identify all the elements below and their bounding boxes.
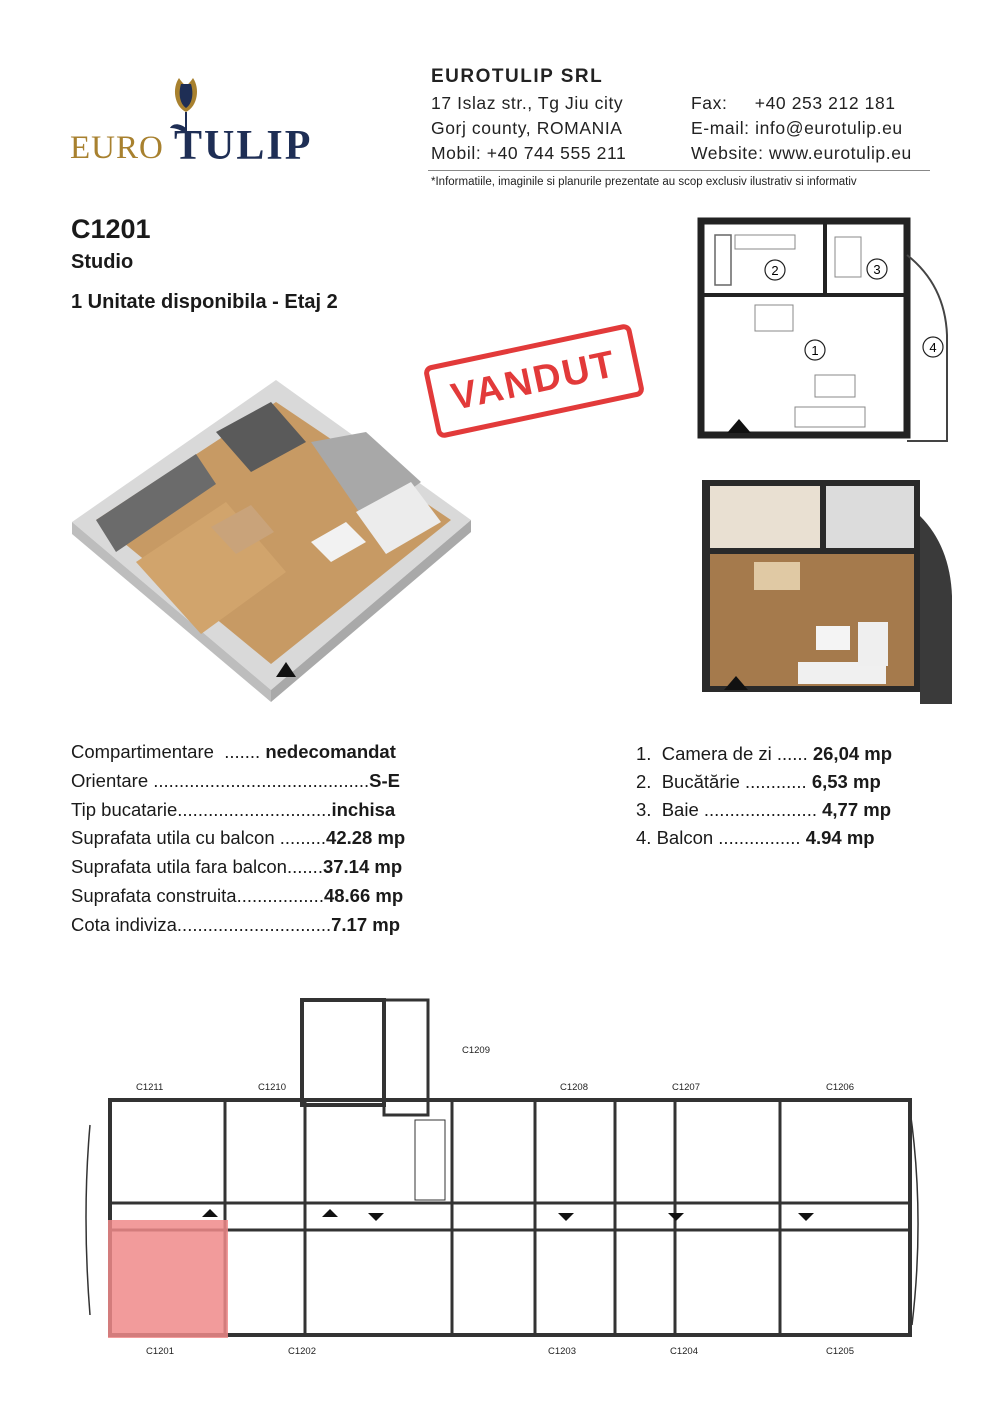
spec-value: S-E: [369, 770, 400, 791]
sold-stamp: VANDUT: [423, 323, 646, 439]
logo-euro-text: EURO: [70, 130, 164, 166]
disclaimer-text: *Informatiile, imaginile si planurile prezentate au scop exclusiv ilustrativ si informativ: [431, 176, 857, 188]
header-divider: [428, 170, 930, 171]
unit-label-c1210: C1210: [258, 1082, 286, 1093]
spec-dots: .........: [279, 827, 327, 848]
unit-code: C1201: [71, 214, 151, 244]
company-logo: [68, 72, 328, 172]
room-dots: ................: [713, 827, 806, 848]
highlighted-unit: [108, 1220, 228, 1338]
spec-value: inchisa: [331, 799, 396, 820]
unit-label-c1204: C1204: [670, 1346, 698, 1357]
floor-overview-plan: [80, 995, 920, 1365]
spec-label: Orientare: [71, 770, 154, 791]
spec-label: Suprafata utila fara balcon: [71, 856, 287, 877]
spec-row: [71, 799, 395, 821]
spec-value: 7.17 mp: [331, 914, 401, 935]
room-number: 3.: [636, 799, 652, 820]
room-dots: ......................: [698, 799, 823, 820]
unit-label-c1207: C1207: [672, 1082, 700, 1093]
room-row: [636, 743, 892, 765]
room-number: 2.: [636, 771, 652, 792]
room-area: 26,04 mp: [812, 743, 893, 764]
unit-label-c1202: C1202: [288, 1346, 316, 1357]
spec-dots: .................: [236, 885, 324, 906]
email-address[interactable]: E-mail: info@eurotulip.eu: [691, 118, 903, 138]
room-dots: ......: [771, 743, 813, 764]
room-label: Bucătărie: [661, 771, 740, 792]
website-link[interactable]: Website: www.eurotulip.eu: [691, 143, 912, 163]
address-line-2: Gorj county, ROMANIA: [431, 118, 623, 138]
room-area: 4.94 mp: [805, 827, 875, 848]
mobile-number: Mobil: +40 744 555 211: [431, 143, 627, 163]
unit-label-c1201: C1201: [146, 1346, 174, 1357]
spec-row: [71, 770, 400, 792]
spec-row: [71, 885, 403, 907]
address-line-1: 17 Islaz str., Tg Jiu city: [431, 93, 624, 113]
spec-value: 37.14 mp: [322, 856, 403, 877]
room-number: 1.: [636, 743, 652, 764]
spec-label: Cota indiviza: [71, 914, 177, 935]
plan-marker-3: 3: [873, 262, 881, 277]
unit-label-c1211: C1211: [136, 1082, 164, 1093]
unit-label-c1206: C1206: [826, 1082, 854, 1093]
furnished-plan-render: [698, 476, 954, 708]
spec-value: 48.66 mp: [323, 885, 404, 906]
unit-type: Studio: [71, 251, 134, 273]
logo-tulip-text: TULIP: [174, 123, 313, 169]
room-label: Baie: [661, 799, 699, 820]
spec-dots: .......: [286, 856, 323, 877]
room-dots: ............: [739, 771, 812, 792]
room-row: [636, 799, 891, 821]
unit-label-c1203: C1203: [548, 1346, 576, 1357]
plan-marker-4: 4: [929, 340, 937, 355]
spec-dots: ..............................: [176, 914, 332, 935]
spec-row: [71, 914, 400, 936]
unit-floor-plan: [695, 215, 955, 445]
availability-text: 1 Unitate disponibila - Etaj 2: [71, 291, 338, 313]
room-row: [636, 771, 881, 793]
spec-value: nedecomandat: [265, 741, 396, 762]
spec-label: Suprafata construita: [71, 885, 237, 906]
spec-value: 42.28 mp: [326, 827, 406, 848]
spec-row: [71, 856, 402, 878]
spec-dots: ..............................: [177, 799, 332, 820]
room-row: [636, 827, 875, 849]
spec-row: [71, 827, 405, 849]
unit-label-c1209: C1209: [462, 1045, 490, 1056]
spec-row: [71, 741, 396, 763]
unit-label-c1208: C1208: [560, 1082, 588, 1093]
unit-label-c1205: C1205: [826, 1346, 854, 1357]
room-area: 4,77 mp: [822, 799, 892, 820]
spec-dots: .......: [219, 741, 266, 762]
company-name: EUROTULIP SRL: [431, 66, 604, 87]
room-area: 6,53 mp: [811, 771, 881, 792]
room-label: Balcon: [656, 827, 714, 848]
plan-marker-2: 2: [771, 263, 779, 278]
spec-dots: ..........................................: [153, 770, 370, 791]
room-number: 4.: [636, 827, 652, 848]
spec-label: Compartimentare: [71, 741, 220, 762]
spec-label: Suprafata utila cu balcon: [71, 827, 280, 848]
spec-label: Tip bucatarie: [71, 799, 178, 820]
room-label: Camera de zi: [661, 743, 772, 764]
plan-marker-1: 1: [811, 343, 819, 358]
fax-number: Fax: +40 253 212 181: [691, 93, 896, 113]
apartment-3d-render: [66, 372, 476, 702]
